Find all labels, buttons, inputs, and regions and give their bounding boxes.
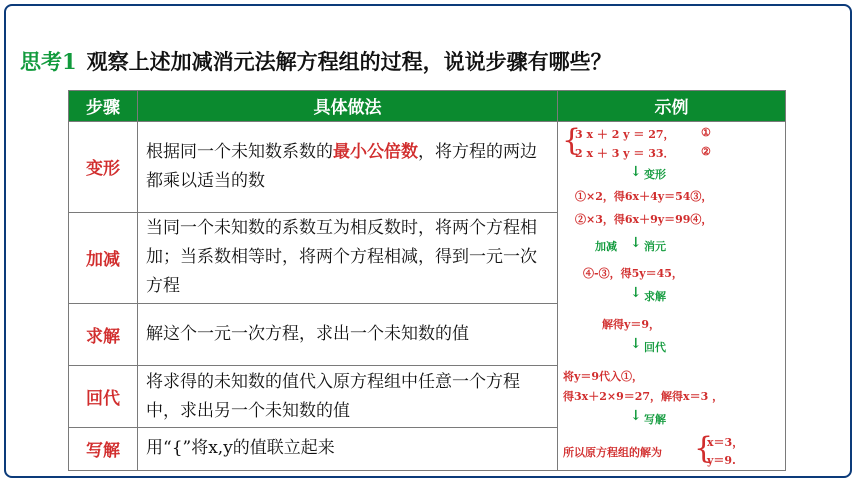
arrow-label: 回代 (644, 340, 666, 354)
example-eq2-mark: ② (701, 144, 711, 158)
method-cell: 将求得的未知数的值代入原方程组中任意一个方程中，求出另一个未知数的值 (138, 366, 558, 428)
down-arrow-icon: ↓ (630, 335, 642, 352)
step-cell: 变形 (69, 121, 138, 212)
step-cell: 写解 (69, 427, 138, 470)
system-brace: { (562, 122, 582, 158)
down-arrow-icon: ↓ (630, 284, 642, 301)
title-question: 观察上述加减消元法解方程组的过程，说说步骤有哪些？ (86, 49, 612, 74)
header-step: 步骤 (69, 91, 138, 122)
arrow-label: 求解 (644, 289, 666, 303)
steps-table (68, 90, 786, 471)
step-cell: 求解 (69, 303, 138, 366)
method-cell: 用“{”将x,y的值联立起来 (138, 427, 558, 470)
down-arrow-icon: ↓ (630, 407, 642, 424)
method-highlight: 最小公倍数 (333, 141, 418, 162)
method-cell: 解这个一元一次方程，求出一个未知数的值 (138, 303, 558, 366)
example-line: ④-③，得5y＝45， (583, 266, 683, 280)
example-line: ①×2，得6x＋4y＝54③， (575, 189, 713, 203)
example-cell (558, 121, 786, 470)
header-method: 具体做法 (138, 91, 558, 122)
title-tag: 思考1 (20, 49, 77, 74)
arrow-label: 消元 (644, 239, 666, 253)
method-cell: 当同一个未知数的系数互为相反数时，将两个方程相加；当系数相等时，将两个方程相减，得到一元一次方程 (138, 213, 558, 303)
solution-y: y＝9. (707, 453, 736, 467)
example-line: 将y＝9代入①， (563, 369, 644, 383)
page-title (20, 46, 612, 76)
method-text: 根据同一个未知数系数的 (146, 141, 333, 162)
method-cell (138, 121, 558, 212)
example-eq1-mark: ① (701, 125, 711, 139)
step-cell: 回代 (69, 366, 138, 428)
table-row (69, 121, 786, 212)
example-line: 解得y＝9， (602, 317, 661, 331)
example-line: 得3x＋2×9＝27，解得x＝3 ， (563, 389, 724, 403)
example-line: ②×3，得6x＋9y＝99④， (575, 212, 713, 226)
down-arrow-icon: ↓ (630, 163, 642, 180)
solution-brace: { (694, 430, 714, 466)
down-arrow-icon: ↓ (630, 234, 642, 251)
example-line: 加减 (595, 239, 617, 253)
table-header-row (69, 91, 786, 122)
example-line: 所以原方程组的解为 (563, 445, 662, 459)
step-cell: 加减 (69, 213, 138, 303)
arrow-label: 变形 (644, 167, 666, 181)
example-eq1: 3 x ＋ 2 y ＝ 27， (575, 127, 675, 141)
example-eq2: 2 x ＋ 3 y ＝ 33． (575, 146, 675, 160)
solution-x: x＝3， (707, 435, 744, 449)
arrow-label: 写解 (644, 412, 666, 426)
header-example: 示例 (558, 91, 786, 122)
method-text: ，将方程的两边都乘以适当的数 (146, 141, 537, 191)
